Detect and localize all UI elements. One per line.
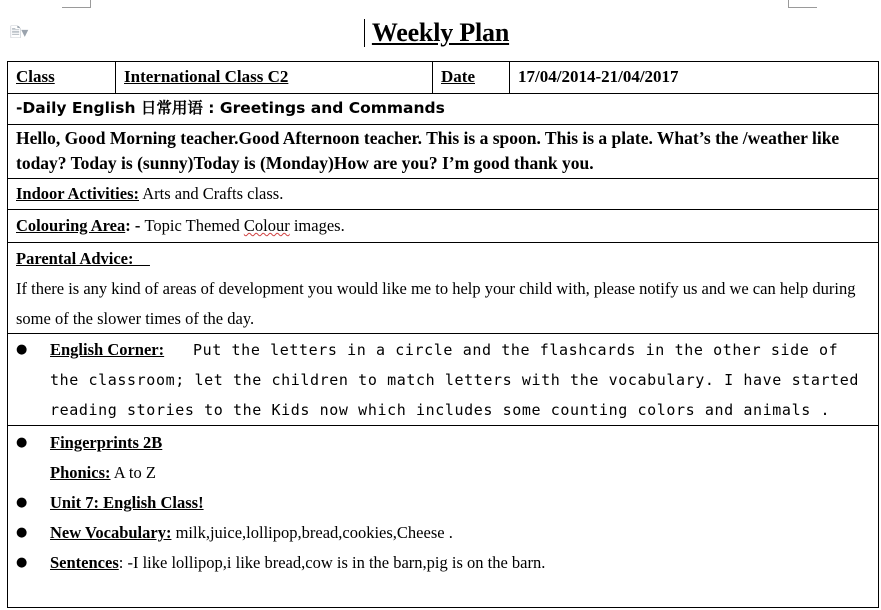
list-item-sentences bbox=[8, 548, 878, 578]
list-item-fingerprints bbox=[8, 428, 878, 458]
colouring-value-c: images. bbox=[289, 216, 345, 235]
colouring-sep: : - bbox=[125, 216, 145, 235]
page-title: Weekly Plan bbox=[371, 18, 510, 47]
english-corner-row bbox=[8, 334, 878, 426]
indoor-row bbox=[8, 179, 878, 210]
parental-text bbox=[8, 243, 874, 333]
colouring-row bbox=[8, 210, 878, 243]
colouring-text bbox=[8, 210, 878, 242]
list-item-phonics bbox=[8, 458, 878, 488]
sentences-value: : -I like lollipop,i like bread,cow is in the barn,pig is on the barn. bbox=[118, 553, 546, 572]
page-corner-mark-left bbox=[62, 0, 91, 8]
daily-english-row bbox=[8, 94, 878, 125]
phrases-row bbox=[8, 125, 878, 179]
class-label-cell bbox=[8, 62, 116, 93]
phonics-label: Phonics: bbox=[50, 463, 111, 482]
list-item-vocabulary bbox=[8, 518, 878, 548]
indoor-text bbox=[8, 179, 878, 209]
text-cursor bbox=[364, 19, 365, 47]
parental-value: If there is any kind of areas of development you would like me to help your child with, please notify us and we can help during some of the slower times of the day. bbox=[16, 279, 856, 328]
vocab-label: New Vocabulary: bbox=[50, 523, 172, 542]
date-label: Date bbox=[441, 67, 475, 86]
parental-row bbox=[8, 243, 878, 334]
phrases-text: Hello, Good Morning teacher.Good Afternoon teacher. This is a spoon. This is a plate. What’s the /weather like today? Today is (sunny)Today is (Monday)How are you? I’m good thank you. bbox=[16, 128, 840, 173]
indoor-value: Arts and Crafts class. bbox=[139, 184, 284, 203]
fingerprints-label: Fingerprints 2B bbox=[50, 433, 163, 452]
indoor-label: Indoor Activities: bbox=[16, 184, 139, 203]
list-item-english-corner bbox=[8, 335, 868, 425]
list-item-unit bbox=[8, 488, 878, 518]
date-label-cell bbox=[433, 62, 510, 93]
phonics-value: A to Z bbox=[110, 463, 156, 482]
unit-label: Unit 7: English Class! bbox=[50, 493, 204, 512]
class-value: International Class C2 bbox=[124, 67, 289, 86]
date-value: 17/04/2014-21/04/2017 bbox=[518, 67, 679, 86]
class-label: Class bbox=[16, 67, 55, 86]
sentences-label: Sentences bbox=[50, 553, 119, 572]
plan-table bbox=[7, 61, 879, 608]
daily-english-text: -Daily English 日常用语 : Greetings and Commands bbox=[16, 99, 445, 117]
colouring-value-a: Topic Themed bbox=[144, 216, 244, 235]
colouring-value-b: Colour bbox=[243, 216, 290, 235]
colouring-label: Colouring Area bbox=[16, 216, 126, 235]
document-icon[interactable]: 🗎▾ bbox=[10, 25, 29, 41]
list-section bbox=[8, 428, 878, 578]
parental-label: Parental Advice: bbox=[16, 249, 150, 268]
date-value-cell bbox=[510, 62, 878, 93]
english-corner-label: English Corner: bbox=[50, 340, 165, 359]
vocab-value: milk,juice,lollipop,bread,cookies,Cheese . bbox=[171, 523, 453, 542]
page-corner-mark-right bbox=[788, 0, 817, 8]
class-value-cell bbox=[116, 62, 433, 93]
header-row bbox=[8, 62, 878, 94]
english-corner-text: Put the letters in a circle and the flashcards in the other side of the classroom; let the children to match letters with the vocabulary. I have started reading stories to the Kids now which includes some counting colors and animals . bbox=[50, 341, 869, 419]
